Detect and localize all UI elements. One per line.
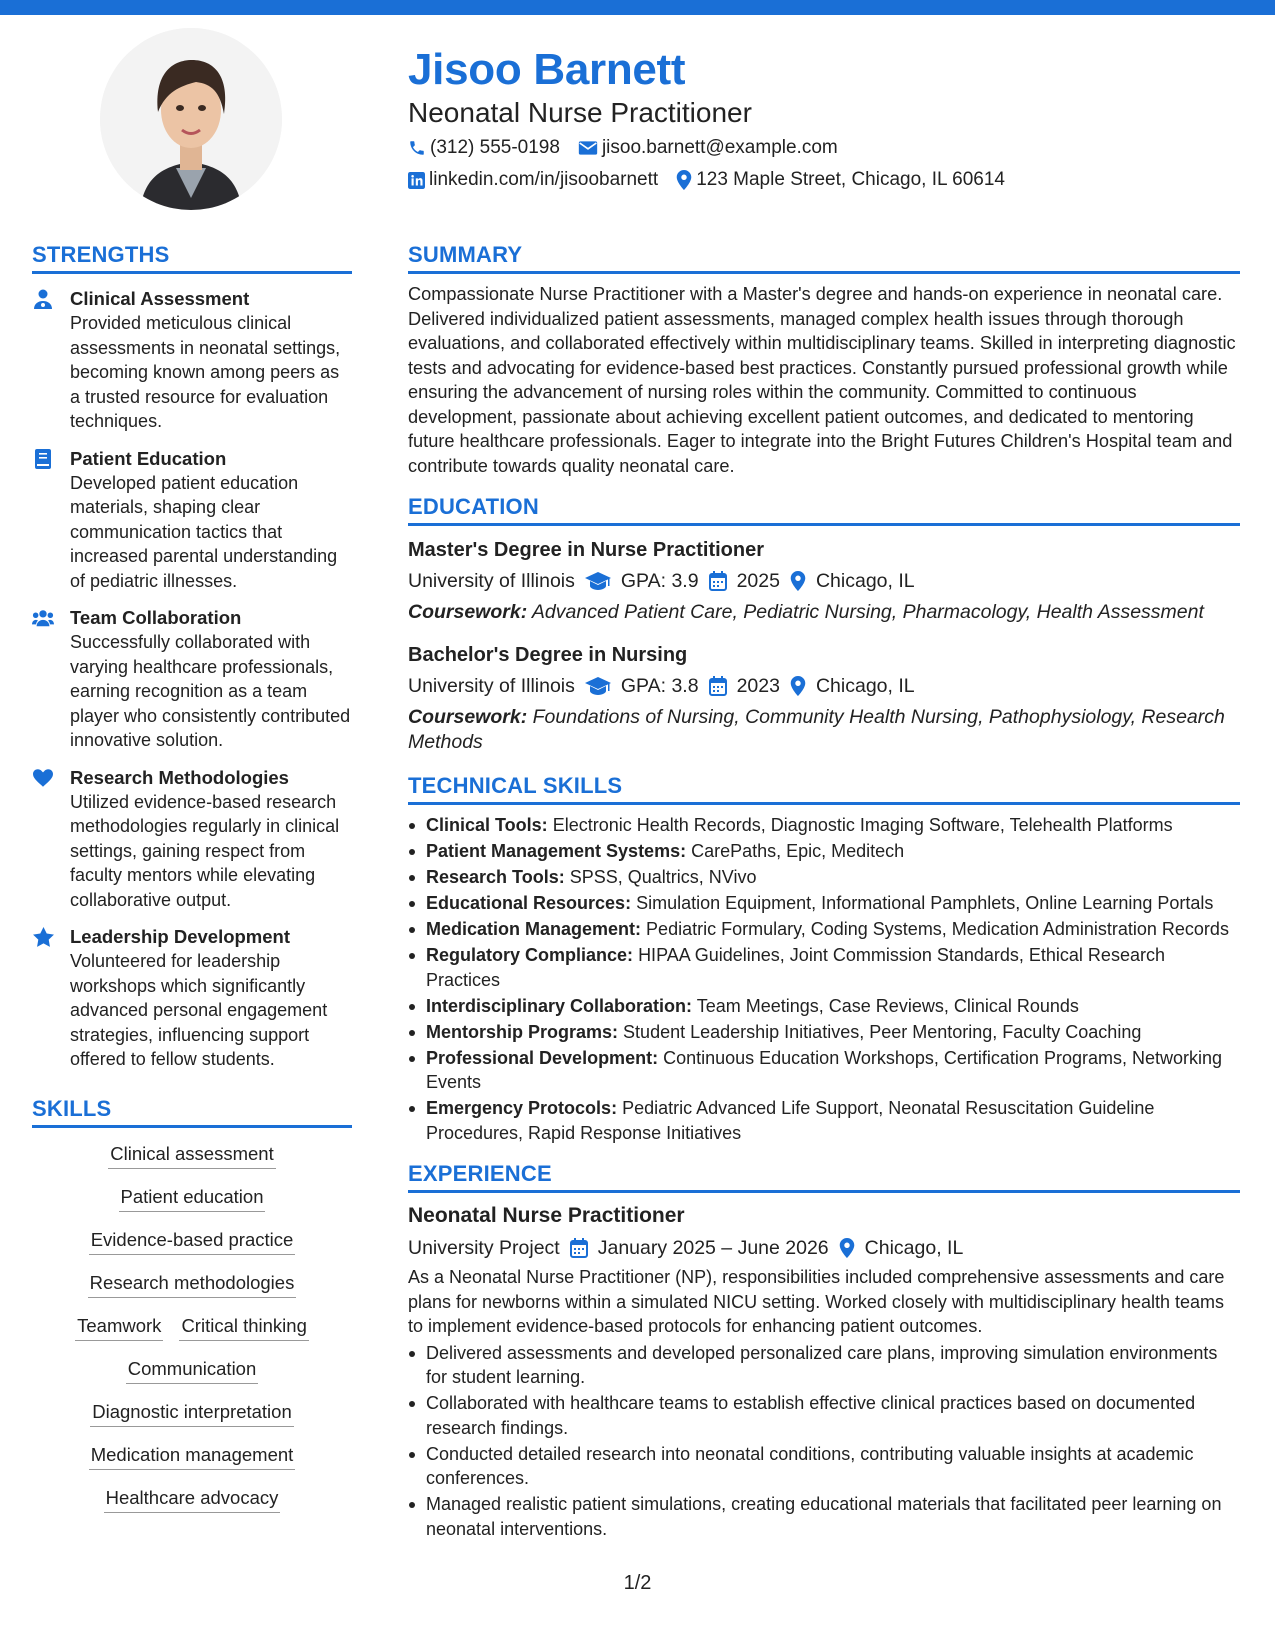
strength-title: Research Methodologies: [70, 766, 289, 788]
envelope-icon: [578, 140, 598, 156]
skills-heading: SKILLS: [32, 1094, 352, 1128]
education-entry: [408, 641, 1240, 755]
contact-row-1: [408, 132, 1238, 164]
tech-skill-value: CarePaths, Epic, Meditech: [691, 841, 905, 861]
tech-skill-label: Educational Resources:: [426, 893, 632, 913]
degree-name: Bachelor's Degree in Nursing: [408, 644, 688, 666]
users-icon: [32, 607, 54, 629]
strength-title: Team Collaboration: [70, 607, 242, 628]
strength-item: [32, 765, 352, 913]
tech-skill-value: HIPAA Guidelines, Joint Commission Standards, Ethical Research Practices: [426, 945, 1165, 990]
coursework: [408, 600, 1240, 625]
strength-desc: Successfully collaborated with varying healthcare professionals, earning recognition as a team player who consistently contributed innovative solution.: [70, 632, 351, 750]
coursework-label: Coursework:: [408, 601, 528, 623]
summary-heading: SUMMARY: [408, 240, 1240, 274]
tech-skill-label: Research Tools:: [426, 867, 565, 887]
tech-skill-item: [408, 839, 1240, 864]
tech-skill-value: Team Meetings, Case Reviews, Clinical Rounds: [696, 995, 1079, 1016]
graduation-cap-icon: [585, 677, 611, 695]
left-column: [32, 240, 352, 1529]
skill-tag: Evidence-based practice: [89, 1228, 296, 1255]
strength-desc: Utilized evidence-based research methodologies regularly in clinical settings, gaining respect from faculty mentors while elevating collaborative output.: [70, 791, 340, 910]
job-dates: January 2025 – June 2026: [597, 1237, 829, 1259]
candidate-title: Neonatal Nurse Practitioner: [408, 97, 752, 128]
tech-skill-item: [408, 1020, 1240, 1045]
skills-list: [32, 1142, 352, 1529]
school-name: University of Illinois: [408, 570, 575, 592]
school-name: University of Illinois: [408, 675, 575, 697]
experience-meta: [408, 1233, 1240, 1263]
degree-name: Master's Degree in Nurse Practitioner: [408, 539, 764, 561]
job-bullet: Delivered assessments and developed personalized care plans, improving simulation environments for student learning.: [408, 1341, 1240, 1390]
tech-skill-item: [408, 813, 1240, 838]
coursework-label: Coursework:: [408, 706, 528, 728]
organization: University Project: [408, 1237, 560, 1259]
skill-tag: Critical thinking: [179, 1314, 308, 1341]
graduation-year: 2025: [736, 570, 780, 592]
tech-skill-label: Regulatory Compliance:: [426, 945, 634, 965]
map-pin-icon: [676, 170, 692, 190]
job-title: Neonatal Nurse Practitioner: [408, 1204, 685, 1227]
strength-title: Clinical Assessment: [70, 288, 250, 309]
profile-photo: [100, 28, 282, 210]
tech-skill-value: Pediatric Advanced Life Support, Neonatal Resuscitation Guideline Procedures, Rapid Response Initiatives: [426, 1098, 1155, 1143]
tech-skill-label: Patient Management Systems:: [426, 841, 687, 861]
skill-tag: Healthcare advocacy: [104, 1486, 281, 1513]
calendar-icon: [709, 571, 727, 591]
job-location: Chicago, IL: [864, 1237, 964, 1259]
resume-header: [408, 44, 1238, 196]
strength-desc: Provided meticulous clinical assessments in neonatal settings, becoming known among peers as a trusted resource for evaluation techniques.: [70, 313, 341, 431]
calendar-icon: [570, 1238, 588, 1258]
job-bullet: Conducted detailed research into neonatal conditions, contributing valuable insights at academic conferences.: [408, 1442, 1240, 1491]
tech-skill-value: Student Leadership Initiatives, Peer Mentoring, Faculty Coaching: [623, 1021, 1142, 1042]
tech-skill-item: [408, 1046, 1240, 1095]
tech-skill-label: Emergency Protocols:: [426, 1098, 618, 1118]
top-accent-bar: [0, 0, 1275, 15]
technical-skills-heading: TECHNICAL SKILLS: [408, 771, 1240, 805]
tech-skill-item: [408, 943, 1240, 992]
tech-skill-value: Continuous Education Workshops, Certification Programs, Networking Events: [426, 1047, 1223, 1092]
technical-skills-list: [408, 813, 1240, 1145]
star-icon: [32, 926, 54, 948]
page-number: 1/2: [623, 1572, 652, 1594]
gpa: GPA: 3.9: [620, 570, 699, 592]
tech-skill-label: Interdisciplinary Collaboration:: [426, 995, 693, 1016]
candidate-name: Jisoo Barnett: [408, 45, 686, 94]
tech-skill-item: [408, 917, 1240, 942]
tech-skill-value: Electronic Health Records, Diagnostic Imaging Software, Telehealth Platforms: [552, 815, 1173, 835]
graduation-cap-icon: [585, 572, 611, 590]
tech-skill-item: [408, 891, 1240, 916]
experience-heading: EXPERIENCE: [408, 1159, 1240, 1193]
strength-item: [32, 446, 352, 594]
coursework-list: Advanced Patient Care, Pediatric Nursing, Pharmacology, Health Assessment: [531, 601, 1204, 623]
strength-title: Patient Education: [70, 447, 227, 469]
graduation-year: 2023: [736, 675, 780, 697]
tech-skill-value: Simulation Equipment, Informational Pamphlets, Online Learning Portals: [636, 893, 1214, 913]
phone-text: (312) 555-0198: [430, 137, 560, 158]
doctor-icon: [32, 288, 54, 310]
book-icon: [32, 448, 54, 470]
summary-text: Compassionate Nurse Practitioner with a Master's degree and hands-on experience in neonatal care. Delivered individualized patient assessments, managed complex health issues through thorough evaluations, and collaborated effectively within multidisciplinary teams. Skilled in interpreting diagnostic tests and advocating for evidence-based best practices. Constantly pursued professional growth while ensuring the advancement of nursing roles within the community. Committed to continuous development, passionate about achieving excellent patient outcomes, and dedicated to mentoring future healthcare professionals. Eager to integrate into the Bright Futures Children's Hospital team and contribute towards quality neonatal care.: [408, 284, 1236, 476]
contact-row-2: [408, 164, 1238, 196]
address-text: 123 Maple Street, Chicago, IL 60614: [696, 169, 1005, 190]
calendar-icon: [709, 676, 727, 696]
job-bullets: [408, 1341, 1240, 1542]
tech-skill-label: Clinical Tools:: [426, 815, 548, 835]
strength-item: [32, 605, 352, 753]
email-text: jisoo.barnett@example.com: [601, 137, 838, 158]
job-description: As a Neonatal Nurse Practitioner (NP), responsibilities included comprehensive assessments and care plans for newborns within a simulated NICU setting. Worked closely with multidisciplinary health teams to implement evidence-based protocols for enhancing patient outcomes.: [408, 1267, 1225, 1336]
linkedin[interactable]: [408, 164, 658, 196]
address: [676, 164, 1005, 196]
strength-desc: Volunteered for leadership workshops which significantly advanced personal engagement strategies, influencing support offered to fellow students.: [70, 951, 328, 1069]
map-pin-icon: [839, 1238, 855, 1258]
strength-title: Leadership Development: [70, 926, 291, 947]
education-meta: [408, 671, 1240, 701]
skill-tag: Diagnostic interpretation: [90, 1400, 294, 1427]
phone[interactable]: [408, 132, 560, 164]
experience-entry: [408, 1201, 1240, 1541]
linkedin-text: linkedin.com/in/jisoobarnett: [429, 169, 659, 190]
heart-icon: [32, 767, 54, 789]
phone-icon: [408, 139, 426, 157]
strength-desc: Developed patient education materials, shaping clear communication tactics that increased parental understanding of pediatric illnesses.: [70, 472, 338, 591]
tech-skill-value: SPSS, Qualtrics, NVivo: [569, 867, 757, 887]
skill-tag: Patient education: [119, 1185, 266, 1212]
right-column: [408, 240, 1240, 1543]
map-pin-icon: [790, 676, 806, 696]
tech-skill-item: [408, 865, 1240, 890]
tech-skill-label: Mentorship Programs:: [426, 1021, 619, 1042]
tech-skill-label: Professional Development:: [426, 1047, 659, 1068]
education-heading: EDUCATION: [408, 492, 1240, 526]
education-location: Chicago, IL: [815, 675, 915, 697]
skill-tag: Medication management: [89, 1443, 296, 1470]
map-pin-icon: [790, 571, 806, 591]
email[interactable]: [578, 132, 838, 164]
coursework: [408, 705, 1240, 755]
skill-tag: Research methodologies: [88, 1271, 297, 1298]
gpa: GPA: 3.8: [620, 675, 699, 697]
strength-item: [32, 286, 352, 434]
skill-tag: Clinical assessment: [108, 1142, 275, 1169]
education-entry: [408, 536, 1240, 625]
tech-skill-value: Pediatric Formulary, Coding Systems, Medication Administration Records: [646, 919, 1229, 939]
job-bullet: Managed realistic patient simulations, creating educational materials that facilitated peer learning on neonatal interventions.: [408, 1492, 1240, 1541]
skill-tag: Communication: [126, 1357, 259, 1384]
tech-skill-item: [408, 994, 1240, 1019]
education-location: Chicago, IL: [815, 570, 915, 592]
skill-tag: Teamwork: [75, 1314, 163, 1341]
coursework-list: Foundations of Nursing, Community Health Nursing, Pathophysiology, Research Methods: [408, 706, 1225, 753]
strength-item: [32, 924, 352, 1072]
tech-skill-item: [408, 1096, 1240, 1145]
linkedin-icon: [408, 172, 425, 189]
tech-skill-label: Medication Management:: [426, 919, 642, 939]
strengths-heading: STRENGTHS: [32, 240, 352, 274]
education-meta: [408, 566, 1240, 596]
job-bullet: Collaborated with healthcare teams to establish effective clinical practices based on documented research findings.: [408, 1391, 1240, 1440]
